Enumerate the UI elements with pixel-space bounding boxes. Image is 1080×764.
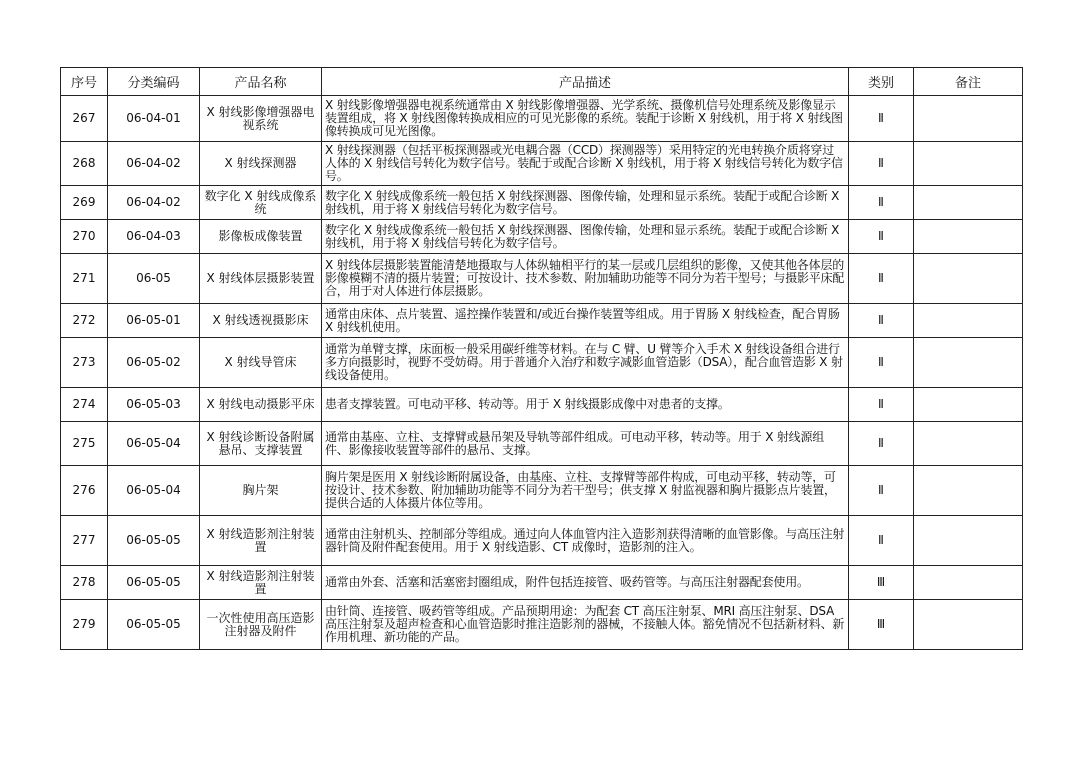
- cell-remark: [914, 566, 1023, 600]
- cell-category-code: 06-04-02: [108, 142, 200, 186]
- cell-product-description: 胸片架是医用 X 射线诊断附属设备，由基座、立柱、支撑臂等部件构成，可电动平移，转动等，可按设计、技术参数、附加辅助功能等不同分为若干型号；供支撑 X 射监视器和胸片摄影点片装置，提供合适的人体摄片体位等用。: [322, 466, 849, 516]
- cell-product-name: X 射线影像增强器电视系统: [200, 96, 322, 142]
- cell-index: 271: [61, 254, 108, 304]
- cell-remark: [914, 96, 1023, 142]
- table-row: [61, 466, 1023, 516]
- cell-class: Ⅱ: [849, 142, 914, 186]
- cell-index: 277: [61, 516, 108, 566]
- cell-class: Ⅱ: [849, 254, 914, 304]
- cell-category-code: 06-05-02: [108, 338, 200, 388]
- table-row: [61, 220, 1023, 254]
- header-product-name: 产品名称: [200, 68, 322, 96]
- cell-product-description: 通常由基座、立柱、支撑臂或悬吊架及导轨等部件组成。可电动平移，转动等。用于 X 射线源组件、影像接收装置等部件的悬吊、支撑。: [322, 422, 849, 466]
- table-row: [61, 186, 1023, 220]
- cell-remark: [914, 516, 1023, 566]
- cell-category-code: 06-05-04: [108, 422, 200, 466]
- cell-remark: [914, 142, 1023, 186]
- cell-product-name: 影像板成像装置: [200, 220, 322, 254]
- cell-class: Ⅱ: [849, 466, 914, 516]
- cell-category-code: 06-05-05: [108, 566, 200, 600]
- cell-index: 272: [61, 304, 108, 338]
- cell-category-code: 06-04-02: [108, 186, 200, 220]
- cell-remark: [914, 220, 1023, 254]
- cell-product-name: 胸片架: [200, 466, 322, 516]
- cell-product-name: X 射线诊断设备附属悬吊、支撑装置: [200, 422, 322, 466]
- cell-category-code: 06-04-03: [108, 220, 200, 254]
- header-product-description: 产品描述: [322, 68, 849, 96]
- cell-category-code: 06-05-04: [108, 466, 200, 516]
- cell-category-code: 06-05-01: [108, 304, 200, 338]
- cell-index: 274: [61, 388, 108, 422]
- table-row: [61, 388, 1023, 422]
- cell-remark: [914, 338, 1023, 388]
- cell-product-description: 通常为单臂支撑，床面板一般采用碳纤维等材料。在与 C 臂、U 臂等介入手术 X 射线设备组合进行多方向摄影时，视野不受妨碍。用于普通介入治疗和数字减影血管造影（DSA），配合血管造影 X 射线设备使用。: [322, 338, 849, 388]
- cell-remark: [914, 422, 1023, 466]
- table-header-row: [61, 68, 1023, 96]
- header-category-code: 分类编码: [108, 68, 200, 96]
- cell-remark: [914, 304, 1023, 338]
- cell-remark: [914, 254, 1023, 304]
- cell-index: 278: [61, 566, 108, 600]
- cell-index: 268: [61, 142, 108, 186]
- cell-index: 267: [61, 96, 108, 142]
- cell-product-name: X 射线电动摄影平床: [200, 388, 322, 422]
- cell-product-description: X 射线体层摄影装置能清楚地摄取与人体纵轴相平行的某一层或几层组织的影像，又使其他各体层的影像模糊不清的摄片装置；可按设计、技术参数、附加辅助功能等不同分为若干型号；与摄影平床配合，用于对人体进行体层摄影。: [322, 254, 849, 304]
- cell-index: 269: [61, 186, 108, 220]
- cell-index: 275: [61, 422, 108, 466]
- table-row: [61, 516, 1023, 566]
- table-row: [61, 254, 1023, 304]
- product-catalog-table: [60, 67, 1023, 650]
- cell-index: 279: [61, 600, 108, 650]
- table-row: [61, 422, 1023, 466]
- cell-remark: [914, 466, 1023, 516]
- cell-product-name: 数字化 X 射线成像系统: [200, 186, 322, 220]
- table-row: [61, 304, 1023, 338]
- cell-class: Ⅲ: [849, 600, 914, 650]
- cell-category-code: 06-05: [108, 254, 200, 304]
- table-row: [61, 338, 1023, 388]
- cell-product-description: 通常由床体、点片装置、遥控操作装置和/或近台操作装置等组成。用于胃肠 X 射线检查，配合胃肠 X 射线机使用。: [322, 304, 849, 338]
- table-row: [61, 142, 1023, 186]
- cell-category-code: 06-04-01: [108, 96, 200, 142]
- cell-index: 273: [61, 338, 108, 388]
- table-row: [61, 96, 1023, 142]
- cell-product-name: 一次性使用高压造影注射器及附件: [200, 600, 322, 650]
- cell-product-name: X 射线造影剂注射装置: [200, 516, 322, 566]
- cell-product-name: X 射线导管床: [200, 338, 322, 388]
- header-remark: 备注: [914, 68, 1023, 96]
- cell-product-description: 通常由注射机头、控制部分等组成。通过向人体血管内注入造影剂获得清晰的血管影像。与高压注射器针筒及附件配套使用。用于 X 射线造影、CT 成像时，造影剂的注入。: [322, 516, 849, 566]
- cell-class: Ⅱ: [849, 516, 914, 566]
- cell-product-description: 通常由外套、活塞和活塞密封圈组成，附件包括连接管、吸药管等。与高压注射器配套使用。: [322, 566, 849, 600]
- cell-category-code: 06-05-05: [108, 516, 200, 566]
- cell-product-description: 数字化 X 射线成像系统一般包括 X 射线探测器、图像传输，处理和显示系统。装配于或配合诊断 X 射线机，用于将 X 射线信号转化为数字信号。: [322, 186, 849, 220]
- cell-class: Ⅱ: [849, 304, 914, 338]
- cell-product-description: X 射线影像增强器电视系统通常由 X 射线影像增强器、光学系统、摄像机信号处理系统及影像显示装置组成，将 X 射线图像转换成相应的可见光影像的系统。装配于诊断 X 射线机，用于将 X 射线图像转换成可见光图像。: [322, 96, 849, 142]
- cell-class: Ⅲ: [849, 566, 914, 600]
- cell-product-description: X 射线探测器（包括平板探测器或光电耦合器（CCD）探测器等）采用特定的光电转换介质将穿过人体的 X 射线信号转化为数字信号。装配于或配合诊断 X 射线机，用于将 X 射线信号转化为数字信号。: [322, 142, 849, 186]
- cell-product-description: 患者支撑装置。可电动平移、转动等。用于 X 射线摄影成像中对患者的支撑。: [322, 388, 849, 422]
- cell-class: Ⅱ: [849, 422, 914, 466]
- cell-index: 270: [61, 220, 108, 254]
- header-class: 类别: [849, 68, 914, 96]
- cell-index: 276: [61, 466, 108, 516]
- cell-class: Ⅱ: [849, 388, 914, 422]
- cell-class: Ⅱ: [849, 220, 914, 254]
- cell-remark: [914, 388, 1023, 422]
- cell-product-name: X 射线造影剂注射装置: [200, 566, 322, 600]
- table-row: [61, 600, 1023, 650]
- table-row: [61, 566, 1023, 600]
- header-index: 序号: [61, 68, 108, 96]
- cell-product-name: X 射线探测器: [200, 142, 322, 186]
- cell-class: Ⅱ: [849, 96, 914, 142]
- cell-class: Ⅱ: [849, 186, 914, 220]
- cell-product-name: X 射线透视摄影床: [200, 304, 322, 338]
- cell-category-code: 06-05-05: [108, 600, 200, 650]
- cell-product-description: 由针筒、连接管、吸药管等组成。产品预期用途：为配套 CT 高压注射泵、MRI 高压注射泵、DSA 高压注射泵及超声检查和心血管造影时推注造影剂的器械，不接触人体。豁免情况不包括新材料、新作用机理、新功能的产品。: [322, 600, 849, 650]
- cell-product-name: X 射线体层摄影装置: [200, 254, 322, 304]
- cell-class: Ⅱ: [849, 338, 914, 388]
- cell-remark: [914, 186, 1023, 220]
- cell-remark: [914, 600, 1023, 650]
- cell-product-description: 数字化 X 射线成像系统一般包括 X 射线探测器、图像传输，处理和显示系统。装配于或配合诊断 X 射线机，用于将 X 射线信号转化为数字信号。: [322, 220, 849, 254]
- cell-category-code: 06-05-03: [108, 388, 200, 422]
